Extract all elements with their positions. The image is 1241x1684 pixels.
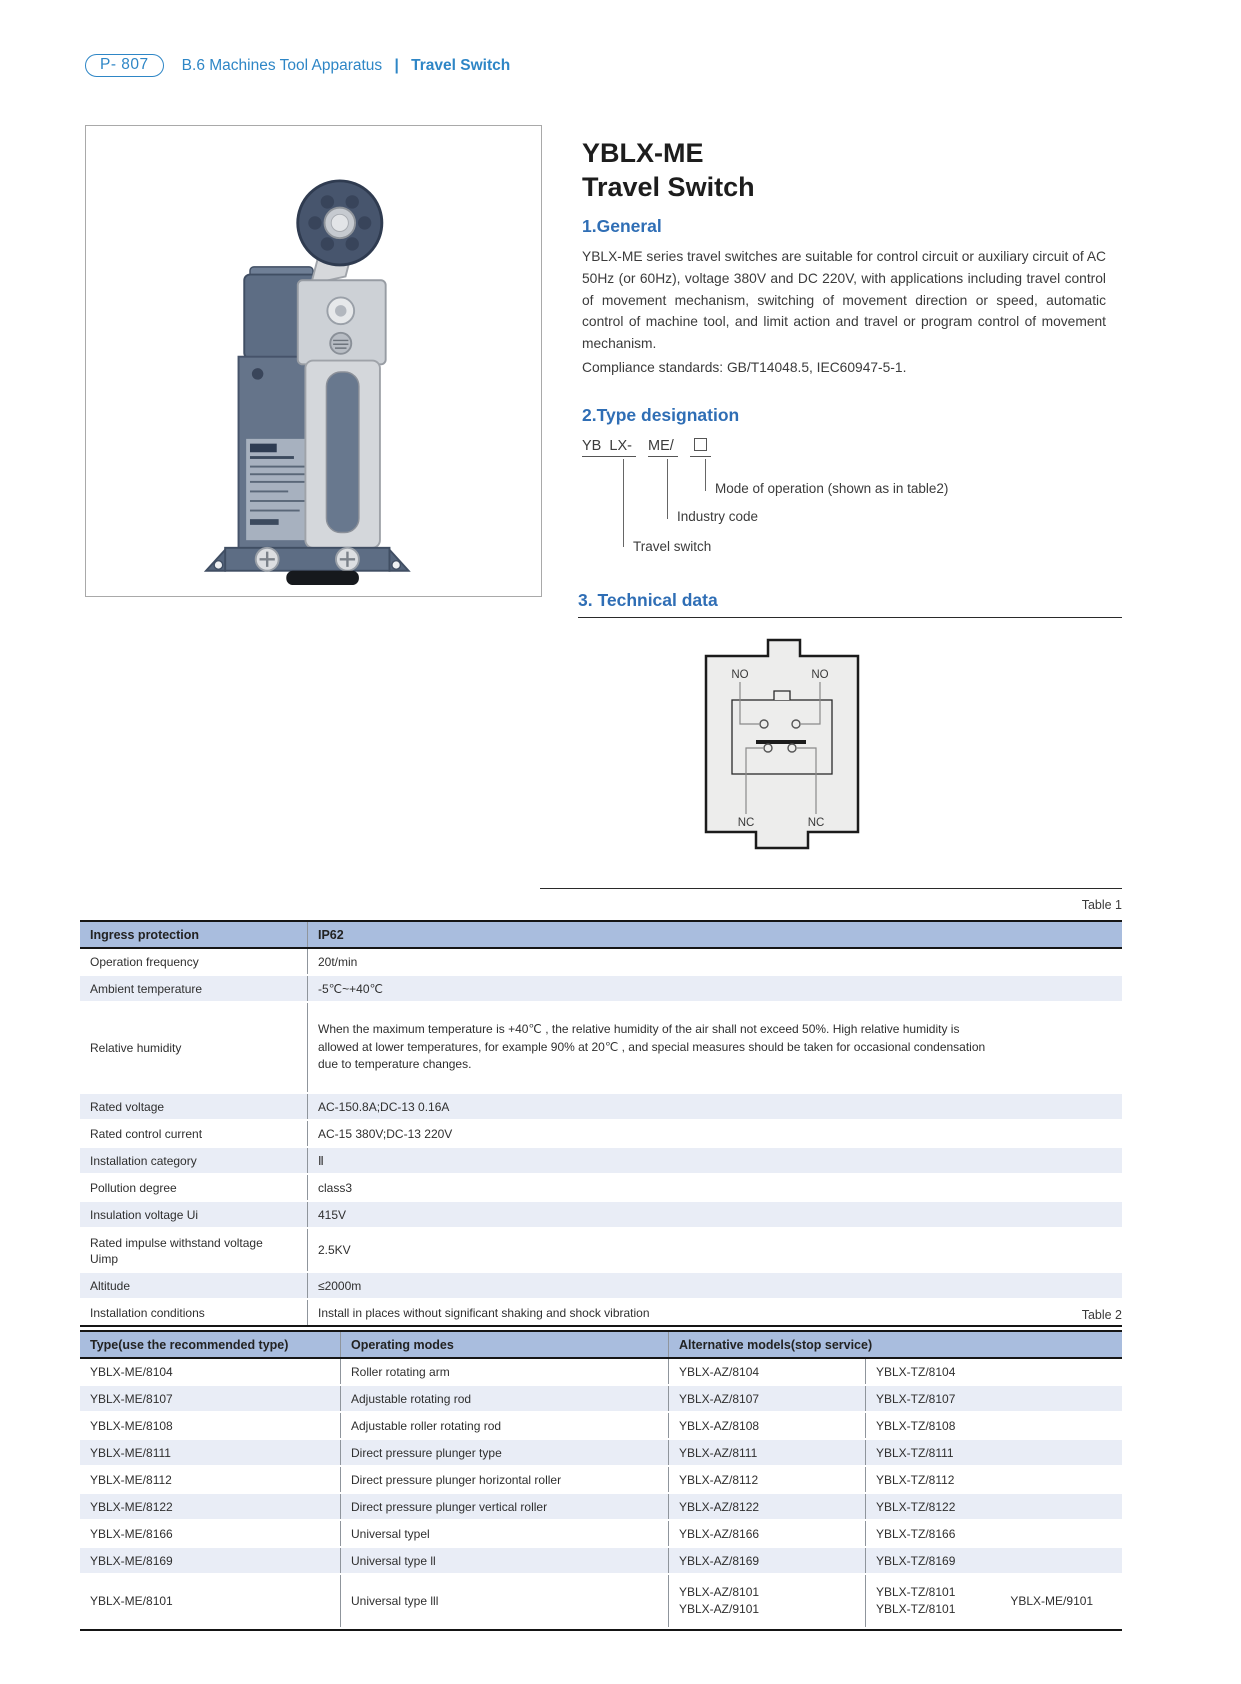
spec-label: Ingress protection: [80, 922, 308, 947]
spec-value: AC-15 380V;DC-13 220V: [318, 1126, 453, 1141]
general-paragraph: YBLX-ME series travel switches are suitable for control circuit or auxiliary circuit of AC 50Hz (or 60Hz), voltage 380V and DC 220V, with applications including travel control of movement mechanism, switching of movement direction or speed, automatic control of machine tool, and limit action and travel or program control of movement mechanism.: [582, 249, 1106, 352]
breadcrumb-current: Travel Switch: [411, 56, 511, 74]
table1-caption: Table 1: [1081, 898, 1122, 912]
table2-row: [80, 1440, 1122, 1467]
alt-az-cell: YBLX-AZ/8169: [669, 1548, 866, 1573]
compliance-line: Compliance standards: GB/T14048.5, IEC60947-5-1.: [582, 360, 907, 376]
type-cell: YBLX-ME/8107: [80, 1386, 341, 1411]
alt-tz-cell: YBLX-TZ/8108: [876, 1418, 956, 1433]
table2-row: [80, 1521, 1122, 1548]
type-cell: YBLX-ME/8111: [80, 1440, 341, 1465]
product-title-line1: YBLX-ME: [582, 138, 704, 168]
extra-model: YBLX-ME/9101: [1010, 1594, 1094, 1608]
breadcrumb-separator: |: [394, 56, 399, 74]
type-cell: YBLX-ME/8108: [80, 1413, 341, 1438]
spec-value: 2.5KV: [318, 1243, 351, 1258]
spec-label: Ambient temperature: [80, 976, 308, 1001]
table2-row: [80, 1575, 1122, 1627]
spec-label: Altitude: [80, 1273, 308, 1298]
travel-switch-photo: [99, 137, 529, 585]
mode-cell: Universal typel: [341, 1521, 669, 1546]
alt-tz-cell: YBLX-TZ/8112: [876, 1472, 955, 1487]
table2-row: [80, 1413, 1122, 1440]
code-segment-me: ME/: [648, 438, 678, 457]
mode-cell: Direct pressure plunger horizontal roller: [341, 1467, 669, 1492]
table2-header-row: [80, 1330, 1122, 1359]
intro-column: [582, 136, 1106, 571]
section-heading-general: 1.General: [582, 216, 662, 237]
type-cell: YBLX-ME/8166: [80, 1521, 341, 1546]
alt-az-cell: YBLX-AZ/8108: [669, 1413, 866, 1438]
code-segment-yblx: [582, 438, 636, 457]
table1-row: [80, 1003, 1122, 1094]
table1-row: [80, 1148, 1122, 1175]
column-header-type: Type(use the recommended type): [80, 1332, 341, 1357]
alt-tz-cell: YBLX-TZ/8122: [876, 1499, 956, 1514]
alt-az-cell: YBLX-AZ/8104: [669, 1359, 866, 1384]
column-header-alternative-models: Alternative models(stop service): [679, 1337, 873, 1352]
spec-label: Relative humidity: [80, 1003, 308, 1092]
mode-cell: Direct pressure plunger vertical roller: [341, 1494, 669, 1519]
tree-line-industry-code: [667, 459, 668, 519]
diagram-bottom-rule: [540, 888, 1122, 889]
breadcrumb: [182, 57, 511, 75]
type-designation-tree: [582, 459, 1106, 571]
type-cell: YBLX-ME/8101: [80, 1575, 341, 1627]
diagram-label-no-left: NO: [731, 669, 749, 681]
table1-row: [80, 1273, 1122, 1300]
mode-cell: Adjustable rotating rod: [341, 1386, 669, 1411]
alt-tz-cell: YBLX-TZ/8166: [876, 1526, 956, 1541]
spec-value: 20t/min: [318, 954, 358, 969]
alt-tz-cell: YBLX-TZ/8111: [876, 1445, 954, 1460]
code-segment-mode-box: [690, 438, 711, 457]
mode-cell: Direct pressure plunger type: [341, 1440, 669, 1465]
spec-label: Pollution degree: [80, 1175, 308, 1200]
code-lx: LX-: [609, 437, 632, 454]
alt-az-cell: [669, 1575, 866, 1627]
tree-label-mode: Mode of operation (shown as in table2): [715, 480, 949, 496]
type-code: [582, 438, 1106, 457]
diagram-label-nc-right: NC: [807, 817, 825, 829]
column-header-operating-modes: Operating modes: [341, 1332, 669, 1357]
table1-row: [80, 1121, 1122, 1148]
alt-az-cell: YBLX-AZ/8166: [669, 1521, 866, 1546]
page-number-badge: P- 807: [85, 54, 164, 77]
mode-cell: Universal type ll: [341, 1548, 669, 1573]
product-photo-frame: [85, 125, 542, 597]
spec-value: 415V: [318, 1207, 347, 1222]
table1-row: [80, 976, 1122, 1003]
table1-row: [80, 1094, 1122, 1121]
diagram-label-no-right: NO: [811, 669, 829, 681]
type-selection-table: [80, 1330, 1122, 1631]
alt-tz-cell: YBLX-TZ/8169: [876, 1553, 956, 1568]
contact-circuit-diagram: [702, 636, 862, 851]
diagram-label-nc-left: NC: [737, 817, 755, 829]
spec-value: IP62: [318, 927, 344, 942]
type-cell: YBLX-ME/8122: [80, 1494, 341, 1519]
alt-tz-cell: YBLX-TZ/8104: [876, 1364, 956, 1379]
code-yb: YB: [582, 437, 602, 454]
alt-tz-cell: YBLX-TZ/8107: [876, 1391, 956, 1406]
table2-row: [80, 1359, 1122, 1386]
spec-value: When the maximum temperature is +40℃ , the relative humidity of the air shall not exceed 50%. High relative humidity is allowed at lower temperatures, for example 90% at 20℃ , and special measures should be taken for occasional condensation due to temperature changes.: [318, 1022, 986, 1072]
table1-row: [80, 1202, 1122, 1229]
alt-az-cell: YBLX-AZ/8112: [669, 1467, 866, 1492]
alt-az-line1: YBLX-AZ/8101: [679, 1584, 760, 1599]
spec-label: Installation category: [80, 1148, 308, 1173]
table1-row: [80, 949, 1122, 976]
technical-heading-rule: [578, 617, 1122, 618]
mode-cell: Adjustable roller rotating rod: [341, 1413, 669, 1438]
mode-cell: Universal type lll: [341, 1575, 669, 1627]
table2-row: [80, 1386, 1122, 1413]
section-heading-technical-data: 3. Technical data: [578, 590, 718, 610]
page-header: [85, 54, 510, 77]
table1-header-row: [80, 920, 1122, 949]
type-cell: YBLX-ME/8169: [80, 1548, 341, 1573]
spec-value: class3: [318, 1180, 353, 1195]
alt-az-line2: YBLX-AZ/9101: [679, 1602, 760, 1616]
tree-label-industry-code: Industry code: [677, 508, 759, 524]
spec-label: Insulation voltage Ui: [80, 1202, 308, 1227]
alt-tz-cell: [866, 1575, 1122, 1627]
alt-az-cell: YBLX-AZ/8107: [669, 1386, 866, 1411]
spec-value: Install in places without significant shaking and shock vibration: [318, 1305, 650, 1320]
spec-label: Rated impulse withstand voltage Uimp: [80, 1229, 308, 1271]
spec-value: AC-150.8A;DC-13 0.16A: [318, 1099, 450, 1114]
technical-data-table: [80, 920, 1122, 1327]
table2-row: [80, 1494, 1122, 1521]
alt-tz-line1: YBLX-TZ/8101: [876, 1584, 956, 1599]
alt-tz-line2: YBLX-TZ/8101: [876, 1602, 956, 1616]
alt-az-cell: YBLX-AZ/8122: [669, 1494, 866, 1519]
spec-value: Ⅱ: [318, 1153, 324, 1168]
table1-row: [80, 1229, 1122, 1273]
breadcrumb-section: B.6 Machines Tool Apparatus: [181, 56, 383, 74]
product-title-line2: Travel Switch: [582, 172, 755, 203]
mode-cell: Roller rotating arm: [341, 1359, 669, 1384]
table2-row: [80, 1548, 1122, 1575]
type-cell: YBLX-ME/8104: [80, 1359, 341, 1384]
table2-row: [80, 1467, 1122, 1494]
mode-placeholder-box: [694, 438, 707, 451]
type-cell: YBLX-ME/8112: [80, 1467, 341, 1492]
table2-caption: Table 2: [1081, 1308, 1122, 1322]
spec-label: Installation conditions: [80, 1300, 308, 1325]
section-heading-type-designation: 2.Type designation: [582, 404, 740, 425]
spec-label: Operation frequency: [80, 949, 308, 974]
spec-label: Rated control current: [80, 1121, 308, 1146]
tree-line-mode: [705, 459, 706, 491]
spec-value: -5℃~+40℃: [318, 981, 383, 996]
tree-line-travel-switch: [623, 459, 624, 547]
spec-label: Rated voltage: [80, 1094, 308, 1119]
tree-label-travel-switch: Travel switch: [633, 538, 712, 554]
spec-value: ≤2000m: [318, 1278, 362, 1293]
table1-row: [80, 1175, 1122, 1202]
alt-az-cell: YBLX-AZ/8111: [669, 1440, 866, 1465]
